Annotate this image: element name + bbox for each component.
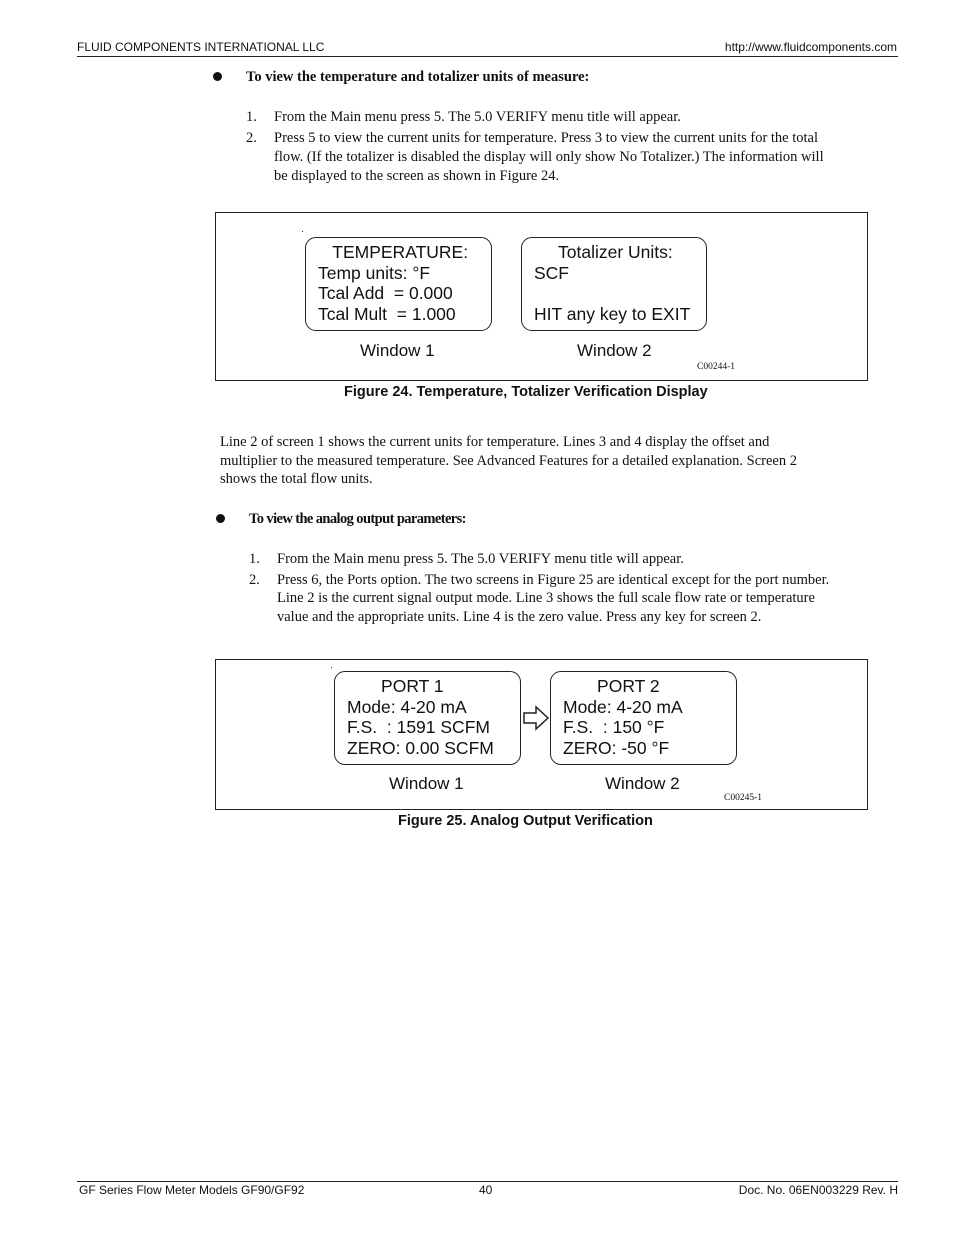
paragraph-line3: shows the total flow units. — [220, 471, 373, 487]
display-line: PORT 1 — [347, 676, 444, 696]
figure25-window1-screen — [334, 671, 521, 765]
section1-heading: To view the temperature and totalizer units of measure: — [246, 69, 590, 85]
footer-rule — [77, 1181, 898, 1182]
section2-step2-line1: Press 6, the Ports option. The two screens in Figure 25 are identical except for the port number. — [277, 572, 830, 588]
header-rule — [77, 56, 898, 57]
display-line: Tcal Add = 0.000 — [318, 283, 453, 303]
figure25-window1-label: Window 1 — [389, 774, 464, 793]
paragraph-line2: multiplier to the measured temperature. See Advanced Features for a detailed explanation. Screen 2 — [220, 453, 797, 469]
display-line: ZERO: 0.00 SCFM — [347, 737, 494, 758]
bullet-icon — [216, 514, 225, 523]
display-line: Tcal Mult = 1.000 — [318, 303, 456, 324]
section2-step2-number: 2. — [249, 572, 260, 588]
bullet-icon — [213, 72, 222, 81]
section1-step2-number: 2. — [246, 130, 257, 146]
display-line: Temp units: °F — [318, 262, 431, 283]
display-line: F.S. : 1591 SCFM — [347, 717, 490, 737]
section1-step1-text: From the Main menu press 5. The 5.0 VERIFY menu title will appear. — [274, 109, 681, 125]
figure25-window2-screen — [550, 671, 737, 765]
display-line — [534, 283, 706, 304]
section2-step2-line2: Line 2 is the current signal output mode. Line 3 shows the full scale flow rate or temperature — [277, 590, 815, 606]
arrow-right-icon — [522, 705, 550, 731]
paragraph-line1: Line 2 of screen 1 shows the current units for temperature. Lines 3 and 4 display the offset and — [220, 434, 770, 450]
section2-step1-text: From the Main menu press 5. The 5.0 VERIFY menu title will appear. — [277, 551, 684, 567]
figure24-window1-screen — [305, 237, 492, 331]
section2-heading: To view the analog output parameters: — [249, 511, 466, 527]
section1-step2-line2: flow. (If the totalizer is disabled the display will only show No Totalizer.) The information will — [274, 149, 824, 165]
figure25-frame — [215, 659, 868, 810]
figure24-window2-label: Window 2 — [577, 341, 652, 360]
figure24-code: C00244-1 — [697, 362, 735, 372]
section1-step2-line1: Press 5 to view the current units for temperature. Press 3 to view the current units for the total — [274, 130, 819, 146]
section1-step1-number: 1. — [246, 109, 257, 125]
figure24-caption: Figure 24. Temperature, Totalizer Verification Display — [344, 384, 708, 400]
footer-doc-number: Doc. No. 06EN003229 Rev. H — [738, 1183, 898, 1197]
display-line: Mode: 4-20 mA — [563, 696, 683, 717]
footer-title: GF Series Flow Meter Models GF90/GF92 — [79, 1183, 305, 1197]
display-line: Totalizer Units: — [534, 242, 673, 262]
display-line: HIT any key to EXIT — [534, 303, 691, 324]
display-line: Mode: 4-20 mA — [347, 696, 467, 717]
figure25-mark — [331, 667, 332, 668]
section1-step2-line3: be displayed to the screen as shown in Figure 24. — [274, 168, 560, 184]
figure24-window2-screen — [521, 237, 707, 331]
page-number: 40 — [479, 1183, 493, 1197]
figure25-window2-label: Window 2 — [605, 774, 680, 793]
section2-step2-line3: value and the appropriate units. Line 4 is the zero value. Press any key for screen 2. — [277, 609, 762, 625]
figure25-code: C00245-1 — [724, 793, 762, 803]
header-company: FLUID COMPONENTS INTERNATIONAL LLC — [77, 40, 325, 54]
display-line: ZERO: -50 °F — [563, 737, 670, 758]
figure24-mark — [302, 231, 303, 232]
display-line: SCF — [534, 262, 569, 283]
figure24-window1-label: Window 1 — [360, 341, 435, 360]
display-line: PORT 2 — [563, 676, 660, 696]
header-url[interactable]: http://www.fluidcomponents.com — [724, 40, 897, 54]
figure25-caption: Figure 25. Analog Output Verification — [398, 813, 653, 829]
display-line: F.S. : 150 °F — [563, 717, 665, 737]
display-line: TEMPERATURE: — [318, 242, 469, 262]
section2-step1-number: 1. — [249, 551, 260, 567]
